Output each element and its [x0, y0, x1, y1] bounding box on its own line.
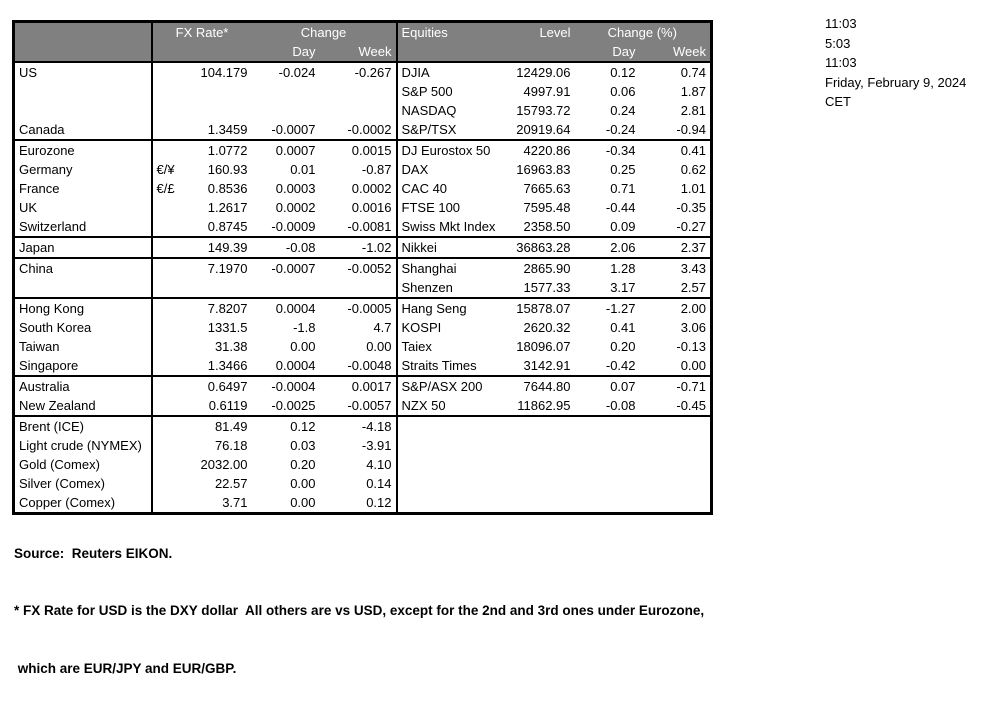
equity-change-day: -0.24: [605, 122, 636, 137]
fx-rate-value: 7.8207: [178, 298, 252, 318]
header-equities: Equities: [397, 22, 502, 43]
fx-change-day: -0.0004: [252, 376, 320, 396]
fx-change-week: -4.18: [320, 416, 397, 436]
region-label: Singapore: [14, 356, 152, 376]
pair-symbol: [152, 356, 178, 376]
fx-change-day: -0.0009: [271, 219, 316, 234]
fx-rate-value: 7.1970: [178, 258, 252, 278]
region-label: Silver (Comex): [14, 474, 152, 493]
table-row: [14, 278, 712, 298]
equity-change-day: 0.09: [610, 219, 636, 234]
fx-rate-value: 31.38: [214, 339, 248, 354]
date-line: Friday, February 9, 2024: [825, 74, 967, 90]
equity-change-day: 0.71: [610, 181, 636, 196]
table-row: [14, 140, 712, 160]
equity-change-day: -0.44: [605, 200, 636, 215]
table-row: [14, 198, 712, 217]
footer-notes: [14, 505, 704, 717]
region-label: Copper (Comex): [14, 493, 152, 514]
fx-change-day: [252, 82, 320, 101]
equity-change-week: [640, 416, 712, 436]
equity-label: Taiex: [401, 339, 432, 354]
equity-change-day: [575, 474, 640, 493]
fx-rate-value: 22.57: [214, 476, 248, 491]
fx-change-week: 0.00: [320, 337, 397, 356]
region-label: South Korea: [14, 318, 152, 337]
fx-change-day: -0.08: [252, 237, 320, 258]
fx-change-week: 0.14: [320, 474, 397, 493]
fx-change-day: 0.0004: [275, 358, 316, 373]
fx-rate-value: 81.49: [178, 416, 252, 436]
equity-change-week: -0.71: [640, 376, 712, 396]
fx-change-week: -1.02: [320, 237, 397, 258]
fx-rate-value: [178, 82, 252, 101]
equity-label: DJ Eurostox 50: [397, 140, 502, 160]
equity-change-week: 1.01: [680, 181, 707, 196]
equity-change-day: 0.20: [610, 339, 636, 354]
equity-change-week: 0.41: [640, 140, 712, 160]
fx-change-week: [320, 82, 397, 101]
fx-change-day: -0.0007: [252, 258, 320, 278]
region-label: China: [14, 258, 152, 278]
region-label: US: [14, 62, 152, 82]
fx-change-week: 0.0015: [320, 140, 397, 160]
region-label: Canada: [14, 120, 152, 140]
equity-level: 2620.32: [523, 320, 571, 335]
fx-change-week: 0.12: [320, 493, 397, 514]
fx-change-week: -0.0002: [320, 120, 397, 140]
header-day: Day: [252, 42, 320, 62]
pair-symbol: [152, 416, 178, 436]
header-blank: [14, 42, 152, 62]
pair-symbol: [152, 337, 178, 356]
equity-level: [502, 436, 575, 455]
equity-level: [502, 416, 575, 436]
equity-level: 2358.50: [523, 219, 571, 234]
equity-label: KOSPI: [401, 320, 442, 335]
equity-change-week: 3.06: [680, 320, 707, 335]
equity-label: Shanghai: [397, 258, 502, 278]
equity-change-week: [640, 455, 712, 474]
timezone-line: CET: [825, 94, 851, 109]
fx-change-day: 0.20: [290, 457, 316, 472]
fx-change-week: -0.0005: [320, 298, 397, 318]
fx-change-day: -0.024: [278, 65, 316, 80]
fx-change-day: 0.00: [290, 495, 316, 510]
region-label: [14, 101, 152, 120]
region-label: Hong Kong: [14, 298, 152, 318]
equity-change-day: 0.41: [610, 320, 636, 335]
table-row: [14, 82, 712, 101]
equity-change-week: 3.43: [640, 258, 712, 278]
pair-symbol: [152, 298, 178, 318]
region-label: Germany: [14, 160, 152, 179]
pair-symbol: [152, 62, 178, 82]
equity-label: NASDAQ: [401, 103, 457, 118]
equity-level: 11862.95: [517, 398, 571, 413]
market-table-body: [14, 62, 712, 514]
fx-change-week: -0.87: [320, 160, 397, 179]
fx-change-day: -0.0007: [271, 122, 316, 137]
fx-change-week: 4.10: [320, 455, 397, 474]
region-label: Japan: [14, 237, 152, 258]
equity-change-week: [640, 474, 712, 493]
equity-change-day: 0.06: [610, 84, 636, 99]
fx-rate-value: 3.71: [222, 495, 248, 510]
equity-change-day: 1.28: [575, 258, 640, 278]
equity-level: 36863.28: [502, 237, 575, 258]
equity-change-week: [640, 436, 712, 455]
market-table: [12, 20, 713, 515]
equity-level: 15878.07: [502, 298, 575, 318]
region-label: New Zealand: [14, 396, 152, 416]
equity-label: CAC 40: [401, 181, 448, 196]
equity-change-day: [575, 455, 640, 474]
region-label: France: [14, 179, 152, 198]
table-row: [14, 160, 712, 179]
equity-level: 18096.07: [516, 339, 571, 354]
equity-label: DJIA: [401, 65, 430, 80]
equity-label: Hang Seng: [397, 298, 502, 318]
equity-change-week: -0.94: [676, 122, 707, 137]
equity-level: 16963.83: [516, 162, 571, 177]
equity-change-day: 0.12: [610, 65, 636, 80]
pair-symbol: [152, 278, 178, 298]
header-week-pct: Week: [640, 42, 712, 62]
time-line: 11:03: [825, 55, 857, 70]
fx-rate-value: 0.8536: [207, 181, 248, 196]
equity-change-week: -0.27: [676, 219, 707, 234]
fx-change-day: 0.03: [290, 438, 316, 453]
equity-change-week: 2.57: [680, 280, 707, 295]
fx-rate-value: 0.6497: [178, 376, 252, 396]
equity-label: Straits Times: [401, 358, 477, 373]
fx-change-day: 0.12: [252, 416, 320, 436]
table-row: [14, 217, 712, 237]
footnote-line-1: * FX Rate for USD is the DXY dollar All others are vs USD, except for the 2nd and 3rd ones under Eurozone,: [14, 603, 705, 619]
fx-change-week: 0.0002: [320, 179, 397, 198]
pair-symbol: [152, 120, 178, 140]
pair-symbol: [152, 140, 178, 160]
fx-rate-value: 104.179: [200, 65, 248, 80]
pair-symbol: [152, 258, 178, 278]
equity-change-day: 0.25: [610, 162, 636, 177]
fx-change-week: -0.0048: [320, 356, 397, 376]
header-change-pct: Change (%): [575, 22, 712, 43]
equity-change-week: 2.37: [640, 237, 712, 258]
pair-symbol: [152, 474, 178, 493]
fx-change-day: 0.01: [290, 162, 316, 177]
pair-symbol: [152, 237, 178, 258]
fx-change-day: 0.0004: [252, 298, 320, 318]
equity-level: 3142.91: [523, 358, 571, 373]
region-label: Switzerland: [14, 217, 152, 237]
table-row: [14, 436, 712, 455]
region-label: Light crude (NYMEX): [14, 436, 152, 455]
fx-change-week: [320, 278, 397, 298]
equity-change-day: 2.06: [575, 237, 640, 258]
equity-change-day: -0.42: [605, 358, 636, 373]
equity-change-week: 2.00: [640, 298, 712, 318]
equity-level: 4997.91: [523, 84, 571, 99]
fx-rate-value: 1.3466: [207, 358, 248, 373]
equity-label: Shenzen: [401, 280, 453, 295]
fx-rate-value: 76.18: [214, 438, 248, 453]
table-row: [14, 318, 712, 337]
table-row: [14, 396, 712, 416]
equity-label: [397, 436, 502, 455]
equity-change-week: 1.87: [680, 84, 707, 99]
header-blank: [152, 42, 252, 62]
table-row: [14, 179, 712, 198]
region-label: Eurozone: [14, 140, 152, 160]
equity-change-day: -1.27: [575, 298, 640, 318]
table-header: [14, 22, 712, 63]
table-row: [14, 455, 712, 474]
fx-change-day: 0.00: [290, 476, 316, 491]
header-level: Level: [502, 22, 575, 43]
region-label: Australia: [14, 376, 152, 396]
fx-rate-value: 149.39: [178, 237, 252, 258]
pair-symbol: [152, 396, 178, 416]
table-row: [14, 376, 712, 396]
table-row: [14, 474, 712, 493]
fx-change-week: -0.0081: [320, 217, 397, 237]
table-row: [14, 298, 712, 318]
equity-label: [397, 416, 502, 436]
pair-symbol: [152, 376, 178, 396]
fx-change-week: -0.267: [320, 62, 397, 82]
equity-label: Nikkei: [397, 237, 502, 258]
pair-symbol: [152, 436, 178, 455]
region-label: Taiwan: [14, 337, 152, 356]
equity-label: S&P/ASX 200: [397, 376, 502, 396]
equity-level: 15793.72: [516, 103, 571, 118]
table-row: [14, 416, 712, 436]
equity-level: 7595.48: [523, 200, 571, 215]
table-row: [14, 237, 712, 258]
fx-change-day: 0.0003: [275, 181, 316, 196]
header-change: Change: [252, 22, 397, 43]
fx-change-week: [320, 101, 397, 120]
equity-change-day: 0.24: [610, 103, 636, 118]
fx-change-day: [252, 101, 320, 120]
equity-change-week: -0.13: [676, 339, 707, 354]
fx-rate-value: 1331.5: [207, 320, 248, 335]
header-blank: [502, 42, 575, 62]
fx-change-day: 0.0007: [252, 140, 320, 160]
equity-level: 4220.86: [502, 140, 575, 160]
table-row: [14, 62, 712, 82]
equity-level: [502, 474, 575, 493]
equity-change-week: -0.45: [676, 398, 707, 413]
region-label: Gold (Comex): [14, 455, 152, 474]
pair-symbol: [152, 101, 178, 120]
fx-rate-value: 0.6119: [208, 398, 248, 413]
pair-symbol: [152, 82, 178, 101]
fx-rate-value: 2032.00: [200, 457, 248, 472]
header-blank: [397, 42, 502, 62]
table-row: [14, 337, 712, 356]
source-line: Source: Reuters EIKON.: [14, 545, 173, 561]
fx-change-week: 0.0016: [320, 198, 397, 217]
fx-rate-value: 1.0772: [178, 140, 252, 160]
fx-change-week: -3.91: [320, 436, 397, 455]
header-blank: [14, 22, 152, 43]
region-label: [14, 278, 152, 298]
footnote-line-2: which are EUR/JPY and EUR/GBP.: [14, 661, 237, 677]
fx-rate-value: 160.93: [207, 162, 248, 177]
timestamp-block: [825, 14, 966, 112]
equity-level: [502, 455, 575, 474]
pair-symbol: [152, 455, 178, 474]
equity-change-day: [575, 436, 640, 455]
pair-symbol: [152, 318, 178, 337]
fx-change-day: 0.00: [290, 339, 316, 354]
equity-level: 20919.64: [516, 122, 571, 137]
fx-change-week: -0.0057: [320, 396, 397, 416]
equity-change-day: [575, 416, 640, 436]
equity-label: FTSE 100: [401, 200, 461, 215]
pair-symbol: €/£: [156, 181, 175, 196]
pair-symbol: [152, 217, 178, 237]
time-line: 11:03: [825, 16, 857, 31]
equity-label: NZX 50: [401, 398, 446, 413]
fx-rate-value: 0.8745: [207, 219, 248, 234]
equity-change-day: 0.07: [575, 376, 640, 396]
header-fx-rate: FX Rate*: [152, 22, 252, 43]
equity-change-day: 3.17: [610, 280, 636, 295]
equity-level: 12429.06: [516, 65, 571, 80]
equity-level: 7644.80: [502, 376, 575, 396]
equity-label: [397, 455, 502, 474]
fx-rate-value: 1.2617: [207, 200, 248, 215]
equity-level: 2865.90: [502, 258, 575, 278]
equity-change-week: 2.81: [680, 103, 707, 118]
table-row: [14, 120, 712, 140]
pair-symbol: [152, 198, 178, 217]
fx-change-day: 0.0002: [275, 200, 316, 215]
fx-change-day: -1.8: [293, 320, 316, 335]
fx-change-day: -0.0025: [271, 398, 316, 413]
fx-rate-value: 1.3459: [207, 122, 248, 137]
equity-label: DAX: [401, 162, 429, 177]
region-label: [14, 82, 152, 101]
fx-change-week: 4.7: [320, 318, 397, 337]
fx-change-week: -0.0052: [320, 258, 397, 278]
table-row: [14, 101, 712, 120]
pair-symbol: €/¥: [156, 162, 175, 177]
fx-change-week: 0.0017: [320, 376, 397, 396]
fx-change-day: [252, 278, 320, 298]
equity-level: 1577.33: [523, 280, 571, 295]
equity-change-week: 0.62: [680, 162, 707, 177]
equity-label: Swiss Mkt Index: [401, 219, 496, 234]
equity-change-week: 0.74: [680, 65, 707, 80]
equity-change-day: -0.08: [605, 398, 636, 413]
equity-label: S&P 500: [401, 84, 453, 99]
fx-rate-value: [178, 278, 252, 298]
region-label: Brent (ICE): [14, 416, 152, 436]
equity-change-day: -0.34: [575, 140, 640, 160]
equity-label: S&P/TSX: [401, 122, 457, 137]
time-line: 5:03: [825, 35, 851, 51]
equity-label: [397, 474, 502, 493]
equity-change-week: 0.00: [680, 358, 707, 373]
equity-change-week: -0.35: [676, 200, 707, 215]
table-row: [14, 356, 712, 376]
header-week: Week: [320, 42, 397, 62]
region-label: UK: [14, 198, 152, 217]
fx-rate-value: [178, 101, 252, 120]
table-row: [14, 258, 712, 278]
equity-level: 7665.63: [523, 181, 571, 196]
header-day-pct: Day: [575, 42, 640, 62]
